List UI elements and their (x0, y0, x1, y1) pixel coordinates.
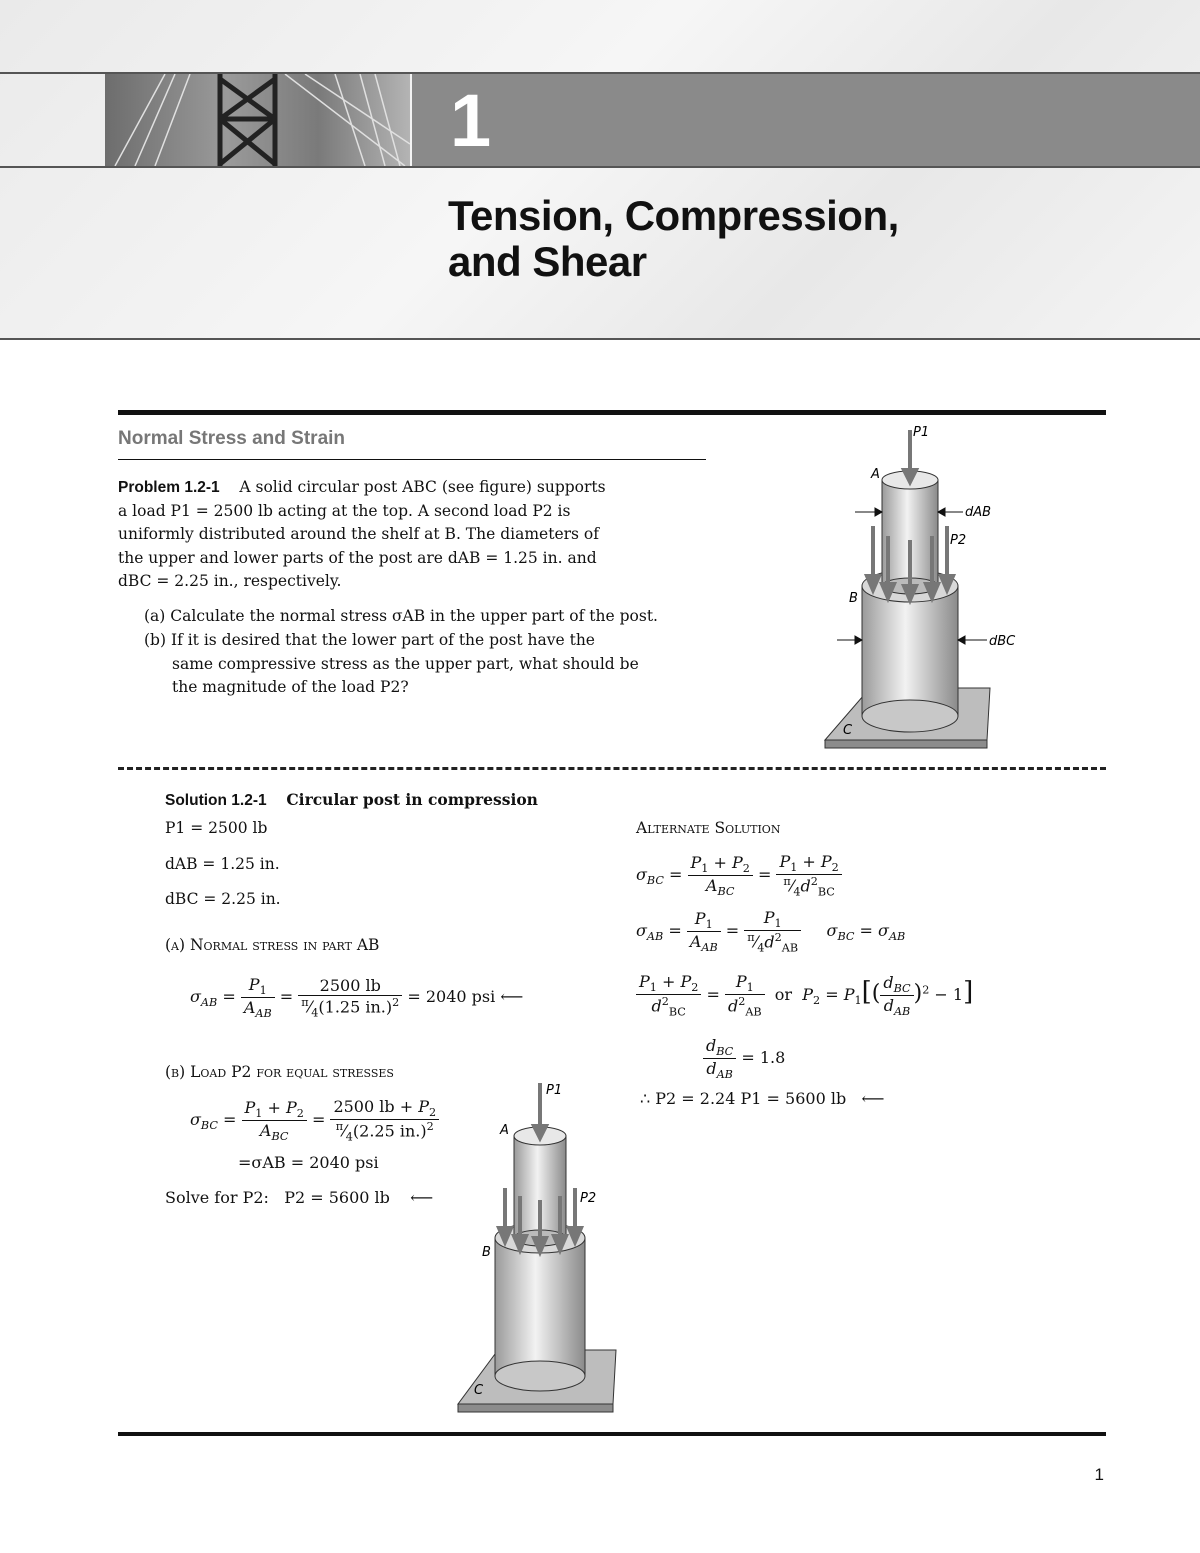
solve-for-label: Solve for P2: (165, 1188, 269, 1207)
alt-ratio-value: = 1.8 (741, 1048, 786, 1068)
part-b-heading: (b) Load P2 for equal stresses (165, 1063, 394, 1081)
fraction: $\frac{d_{BC}}{d_{AB}}$ (880, 973, 913, 1018)
banner-rule (0, 338, 1200, 340)
section-heading-rule (118, 459, 706, 460)
fraction: $\frac{P_1}{^\pi⁄_4d^2_{AB}}$ (744, 908, 801, 955)
alt-result: ∴ P2 = 2.24 P1 = 5600 lb (640, 1089, 847, 1108)
part-a-equation: $\sigma_{AB}$ = $\frac{P_1}{A_{AB}}$ = $\frac{2500 lb}{^\pi⁄_4(1.25 in.)^2}$ = 2040 psi ⟵ (190, 975, 524, 1021)
base-plate-edge (458, 1404, 613, 1412)
problem-line: a load P1 = 2500 lb acting at the top. A second load P2 is (118, 501, 571, 520)
problem-statement (118, 476, 678, 594)
answer-arrow: ⟵ (500, 987, 524, 1007)
label-p1: P1 (913, 425, 930, 440)
label-a: A (500, 1123, 509, 1138)
fraction: $\frac{2500 lb + P_2}{^\pi⁄_4(2.25 in.)^2}$ (330, 1097, 439, 1144)
alt-eq-sigma-bc: $\sigma_{BC}$ = $\frac{P_1 + P_2}{A_{BC}}$ = $\frac{P_1 + P_2}{^\pi⁄_4d^2_{BC}}$ (636, 852, 842, 899)
page-bottom-rule (118, 1432, 1106, 1436)
given-p1: P1 = 2500 lb (165, 819, 268, 837)
fraction: $\frac{P_1 + P_2}{A_{BC}}$ (688, 853, 753, 898)
solve-result: P2 = 5600 lb (284, 1188, 390, 1207)
label-p1: P1 (546, 1083, 563, 1098)
lower-cylinder (862, 586, 958, 716)
label-p2: P2 (950, 533, 967, 548)
section-top-rule (118, 410, 1106, 415)
fraction: $\frac{P_1 + P_2}{d^2_{BC}}$ (636, 972, 701, 1019)
solve-line (165, 1188, 433, 1207)
chapter-title-line-1: Tension, Compression, (448, 192, 899, 239)
lower-cylinder-bottom (495, 1361, 585, 1391)
label-c: C (474, 1383, 484, 1398)
part-b-equal: =σAB = 2040 psi (238, 1153, 379, 1172)
problem-part-b-line: (b) If it is desired that the lower part of the post have the (144, 631, 595, 649)
answer-arrow: ⟵ (861, 1089, 885, 1108)
alternate-heading: Alternate Solution (636, 819, 781, 837)
answer-arrow: ⟵ (410, 1188, 434, 1207)
problem-line: the upper and lower parts of the post are dAB = 1.25 in. and (118, 548, 597, 567)
label-b: B (849, 591, 858, 606)
chapter-banner (0, 0, 1200, 340)
fraction: $\frac{P_1 + P_2}{^\pi⁄_4d^2_{BC}}$ (776, 852, 841, 899)
banner-rule (0, 166, 1200, 168)
alt-eq-sigma-ab: $\sigma_{AB}$ = $\frac{P_1}{A_{AB}}$ = $\frac{P_1}{^\pi⁄_4d^2_{AB}}$ $\sigma_{BC} = \sigma_{AB}$ (636, 908, 906, 955)
label-p2: P2 (580, 1191, 597, 1206)
label-a: A (871, 467, 880, 482)
solution-separator (118, 767, 1106, 770)
bridge-cables-photo (105, 74, 410, 166)
problem-line: dBC = 2.25 in., respectively. (118, 572, 342, 590)
lower-cylinder-bottom (862, 700, 958, 732)
label-b: B (482, 1245, 491, 1260)
fraction: $\frac{d_{BC}}{d_{AB}}$ (703, 1036, 736, 1081)
section-heading: Normal Stress and Strain (118, 428, 346, 449)
solution-label: Solution 1.2-1 (165, 792, 267, 809)
lower-cylinder (495, 1238, 585, 1376)
base-plate-edge (825, 740, 987, 748)
part-a-result: = 2040 psi (407, 987, 496, 1007)
given-dbc: dBC = 2.25 in. (165, 890, 281, 908)
fraction: $\frac{P_1}{d^2_{AB}}$ (725, 972, 765, 1019)
solution-heading (165, 788, 538, 813)
alt-result-line (640, 1089, 884, 1108)
bridge-photo-graphic (105, 74, 410, 166)
alt-eq-diameter-ratio (703, 1036, 785, 1081)
problem-line: uniformly distributed around the shelf at B. The diameters of (118, 525, 599, 543)
fraction: $\frac{P_1}{A_{AB}}$ (687, 909, 721, 954)
problem-line: A solid circular post ABC (see figure) supports (239, 478, 606, 496)
post-figure-problem (815, 418, 1055, 763)
solution-title: Circular post in compression (286, 790, 538, 809)
problem-part-b (144, 629, 704, 700)
fraction: $\frac{P_1 + P_2}{A_{BC}}$ (242, 1098, 307, 1143)
problem-label: Problem 1.2-1 (118, 479, 220, 496)
problem-part-b-line: the magnitude of the load P2? (172, 678, 409, 696)
fraction: $\frac{P_1}{A_{AB}}$ (241, 975, 275, 1020)
fraction: $\frac{2500 lb}{^\pi⁄_4(1.25 in.)^2}$ (298, 976, 402, 1020)
label-dab: dAB (965, 505, 992, 520)
part-a-heading: (a) Normal stress in part AB (165, 936, 380, 954)
part-b-equation: $\sigma_{BC}$ = $\frac{P_1 + P_2}{A_{BC}}$ = $\frac{2500 lb + P_2}{^\pi⁄_4(2.25 in.)^2}$ (190, 1097, 439, 1144)
label-c: C (843, 723, 853, 738)
post-figure-solution (448, 1078, 618, 1418)
chapter-number-bar (412, 74, 1200, 166)
chapter-title-line-2: and Shear (448, 238, 647, 285)
label-dbc: dBC (989, 634, 1016, 649)
given-dab: dAB = 1.25 in. (165, 855, 280, 873)
problem-part-a: (a) Calculate the normal stress σAB in the upper part of the post. (144, 607, 658, 625)
chapter-number: 1 (450, 79, 492, 162)
problem-part-b-line: same compressive stress as the upper part, what should be (172, 654, 639, 673)
page-number: 1 (1094, 1465, 1104, 1484)
alt-eq-ratio: $\frac{P_1 + P_2}{d^2_{BC}}$ = $\frac{P_1}{d^2_{AB}}$ or $P_2 = P_1$[( $\frac{d_{BC}}{d_{AB}}$ )$^2$ − 1] (636, 972, 973, 1019)
